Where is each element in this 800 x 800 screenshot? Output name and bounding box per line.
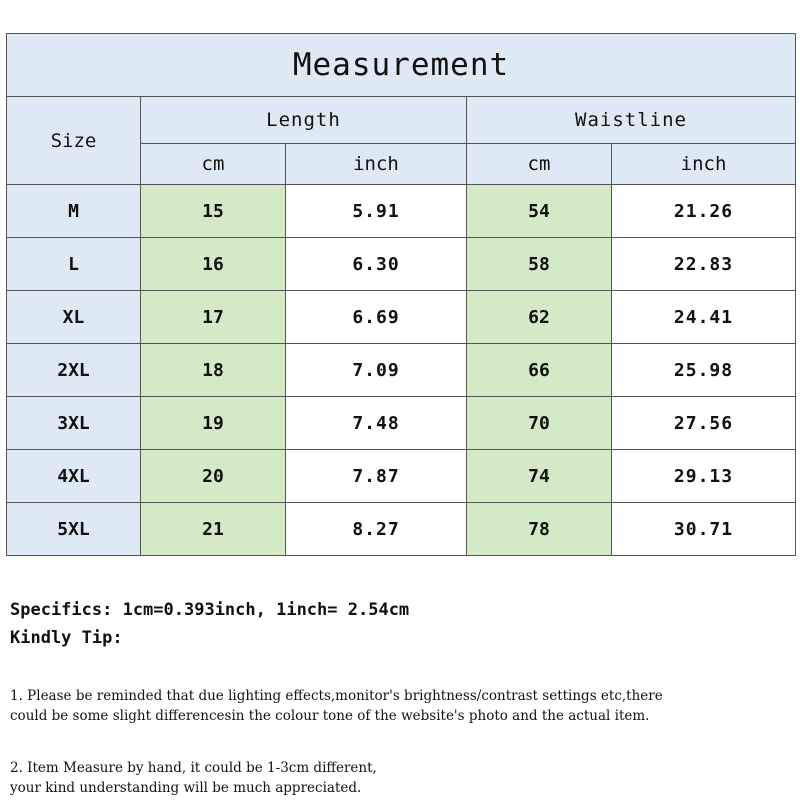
tip-2-line-1: 2. Item Measure by hand, it could be 1-3cm different,	[10, 760, 377, 776]
length-group-header: Length	[141, 97, 467, 144]
table-row	[7, 503, 796, 556]
size-cell: 5XL	[7, 503, 141, 556]
length-cm-cell: 20	[141, 450, 286, 503]
size-cell: 4XL	[7, 450, 141, 503]
kindly-tip-heading: Kindly Tip:	[10, 628, 123, 648]
length-cm-cell: 16	[141, 238, 286, 291]
size-cell: L	[7, 238, 141, 291]
waist-cm-cell: 62	[467, 291, 612, 344]
table-row	[7, 238, 796, 291]
length-cm-cell: 17	[141, 291, 286, 344]
waist-inch-cell: 22.83	[612, 238, 796, 291]
waist-cm-cell: 70	[467, 397, 612, 450]
size-cell: 2XL	[7, 344, 141, 397]
length-cm-cell: 19	[141, 397, 286, 450]
waist-cm-cell: 58	[467, 238, 612, 291]
waist-inch-cell: 21.26	[612, 185, 796, 238]
table-row	[7, 291, 796, 344]
waist-inch-cell: 25.98	[612, 344, 796, 397]
waist-inch-cell: 24.41	[612, 291, 796, 344]
length-inch-cell: 5.91	[286, 185, 467, 238]
notes-section	[10, 596, 795, 798]
size-cell: XL	[7, 291, 141, 344]
waistline-group-header: Waistline	[467, 97, 796, 144]
length-inch-cell: 7.48	[286, 397, 467, 450]
length-inch-cell: 7.87	[286, 450, 467, 503]
waist-inch-cell: 27.56	[612, 397, 796, 450]
tip-1-line-1: 1. Please be reminded that due lighting effects,monitor's brightness/contrast settings etc,there	[10, 688, 663, 704]
length-cm-cell: 21	[141, 503, 286, 556]
waist-cm-cell: 78	[467, 503, 612, 556]
table-row	[7, 397, 796, 450]
length-inch-cell: 7.09	[286, 344, 467, 397]
waist-cm-cell: 54	[467, 185, 612, 238]
length-cm-cell: 18	[141, 344, 286, 397]
size-cell: 3XL	[7, 397, 141, 450]
table-row	[7, 185, 796, 238]
waist-cm-cell: 66	[467, 344, 612, 397]
waist-cm-cell: 74	[467, 450, 612, 503]
table-title: Measurement	[7, 34, 796, 97]
length-inch-cell: 8.27	[286, 503, 467, 556]
tip-2	[10, 758, 795, 798]
size-column-header: Size	[7, 97, 141, 185]
table-row	[7, 344, 796, 397]
size-chart-table	[6, 33, 796, 556]
waist-cm-header: cm	[467, 144, 612, 185]
tip-1	[10, 686, 795, 726]
size-cell: M	[7, 185, 141, 238]
specifics-text: Specifics: 1cm=0.393inch, 1inch= 2.54cm	[10, 600, 410, 620]
length-cm-header: cm	[141, 144, 286, 185]
tip-2-line-2: your kind understanding will be much appreciated.	[10, 780, 362, 796]
length-inch-cell: 6.30	[286, 238, 467, 291]
length-inch-cell: 6.69	[286, 291, 467, 344]
waist-inch-cell: 29.13	[612, 450, 796, 503]
tip-1-line-2: could be some slight differencesin the colour tone of the website's photo and the actual item.	[10, 708, 650, 724]
waist-inch-header: inch	[612, 144, 796, 185]
length-inch-header: inch	[286, 144, 467, 185]
waist-inch-cell: 30.71	[612, 503, 796, 556]
table-row	[7, 450, 796, 503]
length-cm-cell: 15	[141, 185, 286, 238]
